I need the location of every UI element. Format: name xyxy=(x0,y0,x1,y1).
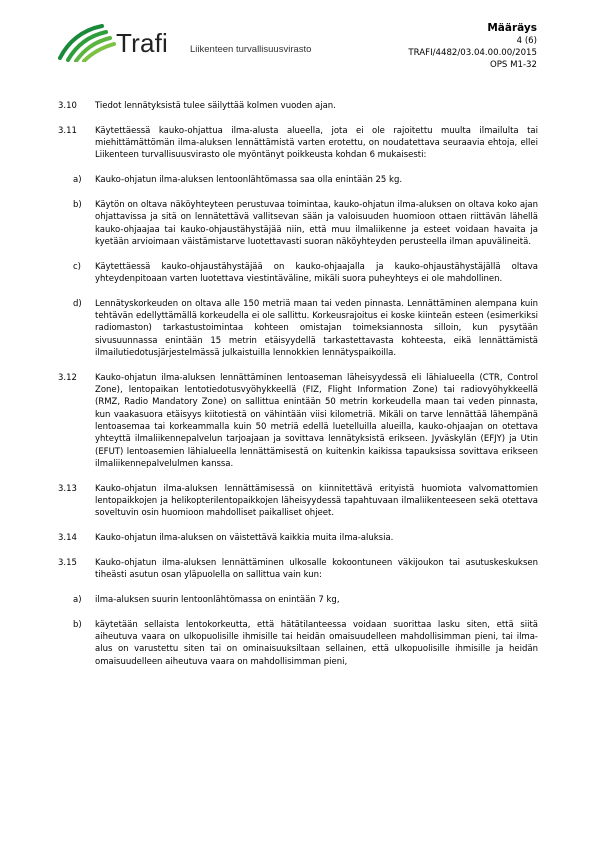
section-number: 3.10 xyxy=(58,101,77,111)
section-text: Kauko-ohjatun ilma-aluksen lennättäminen ulkosalle kokoontuneen väkijoukon tai asutuskeskuksen tiheästi asutun osan yläpuolella on sallittua vain kun: xyxy=(95,557,538,581)
section-text: Kauko-ohjatun ilma-aluksen on väistettävä kaikkia muita ilma-aluksia. xyxy=(95,533,394,544)
section-text: Käytettäessä kauko-ohjattua ilma-alusta alueella, jota ei ole rajoitettu muulta ilmailulta tai miehittämättömän ilma-aluksen lennättämistä varten erotettu, on noudatettava seuraavia ehtoja, ellei Liikenteen turvallisuusvirasto ole myöntänyt poikkeusta kohdan 6 mukaisesti: xyxy=(95,125,538,161)
regulation-code: OPS M1-32 xyxy=(489,60,537,70)
page-number: 4 (6) xyxy=(516,36,537,46)
section-number: 3.11 xyxy=(58,125,77,136)
document-number: TRAFI/4482/03.04.00.00/2015 xyxy=(408,48,537,58)
section-number: 3.15 xyxy=(58,557,77,568)
section-text: Tiedot lennätyksistä tulee säilyttää kolmen vuoden ajan. xyxy=(95,101,336,111)
section-number: 3.13 xyxy=(58,483,77,494)
section-3-14 xyxy=(58,532,538,544)
item-text: Käytettäessä kauko-ohjaustähystäjää on kauko-ohjaajalla ja kauko-ohjaustähystäjällä oltava yhteydenpitoaan varten luotettava viestintäväline, mikäli suora puheyhteys ei ole mahdollinen. xyxy=(95,261,538,284)
section-text: Kauko-ohjatun ilma-aluksen lennättämisessä on kiinnitettävä erityistä huomiota valvomattomien lentopaikkojen ja helikopterilentopaikkojen läheisyydessä tapahtuvaan ilmaliikenteeseen sekä otettava soveltuvin osin huomioon mahdolliset paikalliset ohjeet. xyxy=(95,483,538,519)
section-3-15 xyxy=(58,557,538,582)
section-number: 3.12 xyxy=(58,372,77,383)
section-3-12 xyxy=(58,372,538,470)
item-text: Kauko-ohjatun ilma-aluksen lentoonlähtömassa saa olla enintään 25 kg. xyxy=(95,175,403,186)
list-item xyxy=(58,261,538,286)
section-text: Kauko-ohjatun ilma-aluksen lennättäminen lentoaseman läheisyydessä eli lähialueella (CTR, Control Zone), lentopaikan lentotiedotusvyöhykkeellä (FIZ, Flight Information Zone) tai radiovyöhykkeellä (RMZ, Radio Mandatory Zone) on sallittua enintään 50 metrin korkeudella maan tai veden pinnasta, kun vaakasuora etäisyys kiitotiestä on vähintään viisi kilometriä. Mikäli on tarve lennättää lähempänä lentoasemaa tai korkeammalla kuin 50 metriä edellä luetelluilla alueilla, kauko-ohjaajan on otettava yhteyttä ilmaliikennepalvelun tarjoajaan ja sovittava lennätyksistä erikseen. Jyväskylän (EFJY) ja Utin (EFUT) lentoasemien lähialueella lennättämisestä on kuitenkin kaikissa tapauksissa sovittava erikseen ilmaliikennepalvelulmen kanssa. xyxy=(95,372,538,469)
item-text: Lennätyskorkeuden on oltava alle 150 metriä maan tai veden pinnasta. Lennättäminen alempana kuin tehtävän edellyttämällä korkeudella ei ole sallittu. Korkeusrajoitus ei koske kiinteän esteen (esimerkiksi radiomaston) tarkastustoimintaa kohteen omistajan toimeksiannosta silloin, kun pysytään sivusuunnassa enintään 15 metrin etäisyydellä tarkastettavasta kohteesta, eikä lennättämistä ilmailutiedotusjärjestelmässä julkaistuilla lennokkien lennätyspaikoilla. xyxy=(95,298,538,358)
list-item xyxy=(58,174,538,186)
item-label: b) xyxy=(73,199,82,210)
section-3-13 xyxy=(58,483,538,520)
list-item xyxy=(58,619,538,668)
document-type: Määräys xyxy=(487,22,537,34)
section-3-10 xyxy=(58,100,538,112)
agency-name: Liikenteen turvallisuusvirasto xyxy=(190,44,312,55)
list-item xyxy=(58,594,538,606)
document-header xyxy=(408,22,537,71)
list-item xyxy=(58,298,538,359)
section-number: 3.14 xyxy=(58,533,77,544)
item-text: ilma-aluksen suurin lentoonlähtömassa on enintään 7 kg, xyxy=(95,594,340,605)
item-label: c) xyxy=(73,261,81,272)
brand-name: Trafi xyxy=(116,28,169,58)
trafi-logo-icon xyxy=(58,22,118,62)
list-item xyxy=(58,199,538,248)
item-label: a) xyxy=(73,594,82,605)
item-text: Käytön on oltava näköyhteyteen perustuvaa toimintaa, kauko-ohjatun ilma-aluksen on oltava koko ajan ohjattavissa ja sitä on lennätettävä vallitsevan sään ja valoisuuden huomioon ottaen riittävän lähellä kauko-ohjaajaa tai kauko-ohjaustähystäjää niin, että muu ilmaliikenne ja esteet voidaan havaita ja kyetään arvioimaan väistämistarve luotettavasti suoran näköyhteyden perusteella ilman apuvälineitä. xyxy=(95,199,538,247)
section-3-11 xyxy=(58,125,538,162)
item-label: b) xyxy=(73,619,82,630)
item-label: a) xyxy=(73,175,82,186)
item-label: d) xyxy=(73,298,82,309)
document-body xyxy=(58,100,538,680)
item-text: käytetään sellaista lentokorkeutta, että hätätilanteessa voidaan suorittaa lasku siten, että siitä aiheutuva vaara on ulkopuolisille ihmisille tai heidän omaisuudelleen mahdollisimman pieni, tai ilma-alus on varustettu siten tai on ominaisuuksiltaan sellainen, että ulkopuolisille ihmisille ja heidän omaisuudelleen aiheutuva vaara on mahdollisimman pieni, xyxy=(95,619,538,667)
